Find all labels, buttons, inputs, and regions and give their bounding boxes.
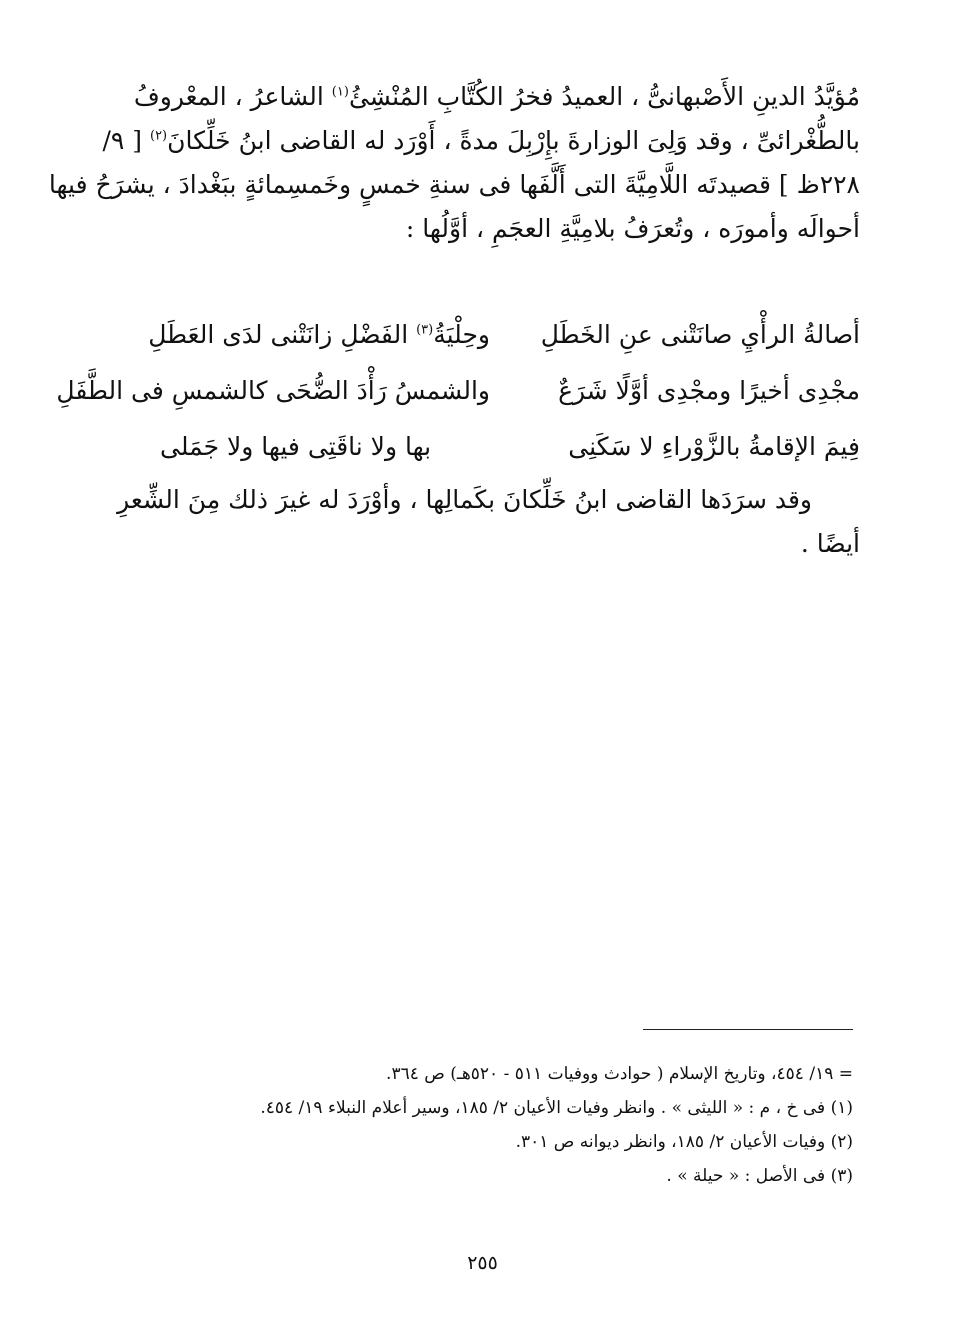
hemistich-text: أصالةُ الرأْيِ صانَتْنى عنِ الخَطَلِ [540,319,860,349]
verse-second-hemistich [56,375,490,405]
text-line [48,163,860,207]
verse-second-hemistich [160,432,490,461]
footnote-3: (٣) فى الأصل : « حيلة » . [666,1166,853,1186]
text-line [117,478,860,522]
manuscript-folio-marker: [ ٩/ [102,126,143,155]
footnote-marker-2[interactable]: (٢) [149,128,168,144]
verse-line [160,418,860,474]
paragraph-closing [117,478,860,566]
hemistich-text: مجْدِى أخيرًا ومجْدِى أوَّلًا شَرَعٌ [558,375,860,405]
footnote-separator [643,1029,853,1030]
verse-line [148,306,860,362]
text-segment: أحوالَه وأمورَه ، وتُعرَفُ بلامِيَّةِ العجَمِ ، أوَّلُها : [405,214,860,243]
hemistich-text: والشمسُ رَأْدَ الضُّحَى كالشمسِ فى الطَّفَلِ [56,375,490,405]
verse-first-hemistich [530,376,860,405]
text-line [133,75,860,119]
text-segment: الشاعرُ ، المعْروفُ [133,82,324,111]
text-segment: أيضًا . [800,529,860,558]
text-line [102,119,860,163]
poem-verses [56,306,860,474]
text-segment: مُؤيَّدُ الدينِ الأَصْبهانىُّ ، العميدُ فخرُ الكُتَّابِ المُنْشِئُ [348,82,860,111]
footnote-2: (٢) وفيات الأعيان ٢/ ١٨٥، وانظر ديوانه ص ٣٠١. [515,1132,853,1152]
page-number: ٢٥٥ [467,1252,498,1274]
footnote-marker-1[interactable]: (١) [331,84,349,100]
text-line [148,522,860,566]
footnote-1: (١) فى خ ، م : « الليثى » . وانظر وفيات الأعيان ٢/ ١٨٥، وسير أعلام النبلاء ١٩/ ٤٥٤. [260,1098,853,1118]
text-segment: بالطُّغْرائىِّ ، وقد وَلِىَ الوزارةَ بإِرْبِلَ مدةً ، أَوْرَد له القاضى ابنُ خَلِّكانَ [167,126,860,155]
hemistich-text: فِيمَ الإقامةُ بالزَّوْراءِ لا سَكَنِى [568,431,860,461]
verse-first-hemistich [530,432,860,461]
text-segment: ٢٢٨ظ ] قصيدتَه اللَّامِيَّةَ التى أَلَّفَها فى سنةِ خمسٍ وخَمسِمائةٍ ببَغْدادَ ، يشرَحُ فيها [48,170,860,199]
footnotes [133,1057,853,1193]
text-line [148,207,860,251]
paragraph-intro [48,75,860,251]
hemistich-text: الفَضْلِ زانَتْنى لدَى العَطَلِ [148,319,409,349]
verse-line [56,362,860,418]
verse-second-hemistich [148,319,490,349]
hemistich-text: وحِلْيَةُ [433,319,490,349]
footnote-continuation: = ١٩/ ٤٥٤، وتاريخ الإسلام ( حوادث ووفيات ٥١١ - ٥٢٠هـ) ص ٣٦٤. [386,1064,853,1084]
footnote-marker-3[interactable]: (٣) [416,322,434,338]
text-segment: وقد سرَدَها القاضى ابنُ خَلِّكانَ بكَمالِها ، وأوْرَدَ له غيرَ ذلك مِنَ الشِّعرِ [117,485,812,514]
hemistich-text: بها ولا ناقَتِى فيها ولا جَمَلى [160,431,432,461]
verse-first-hemistich [530,320,860,349]
